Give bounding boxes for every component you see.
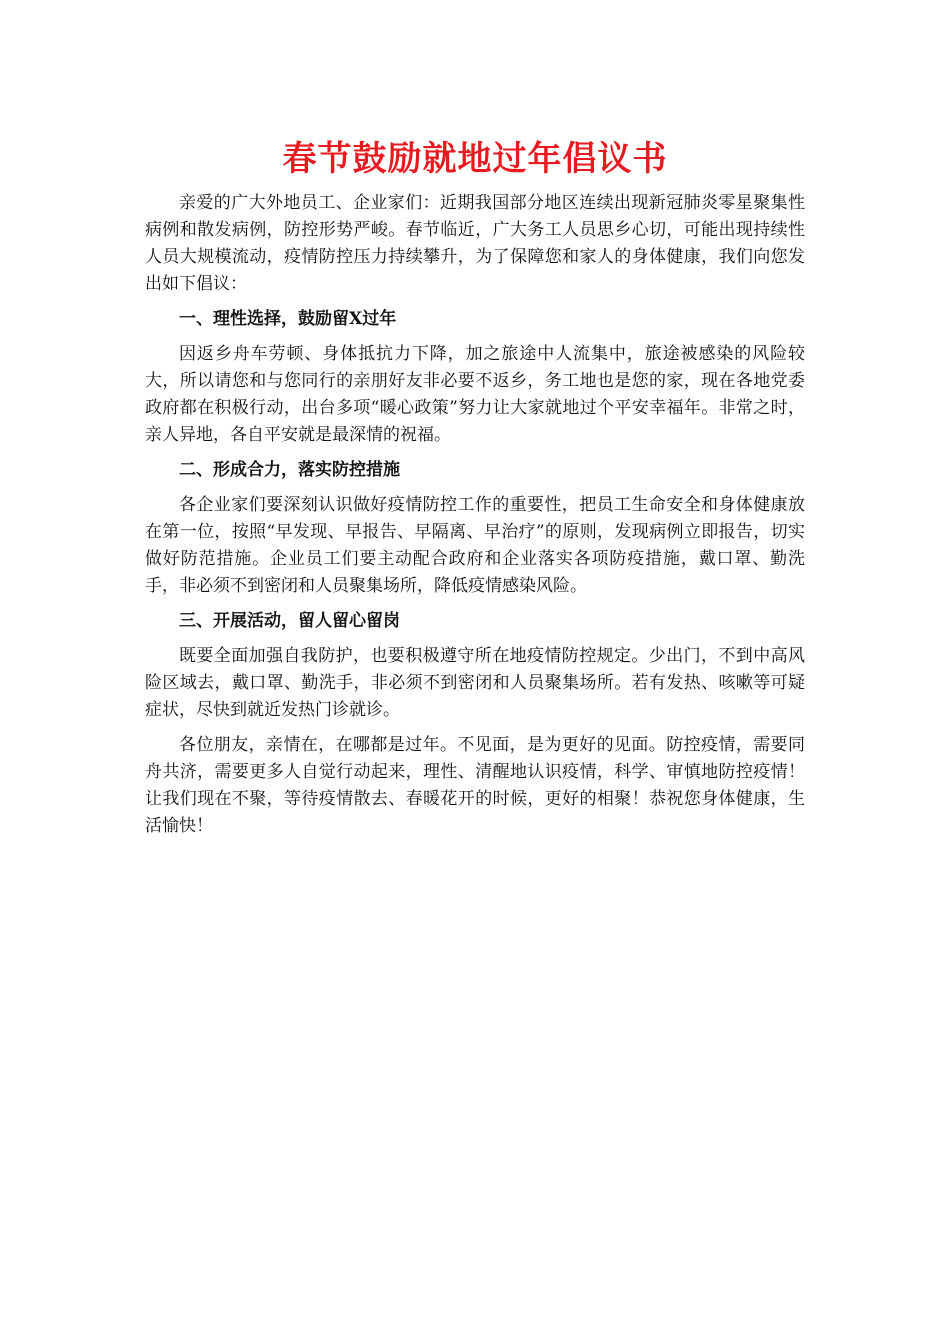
section-2-paragraph: 各企业家们要深刻认识做好疫情防控工作的重要性，把员工生命安全和身体健康放在第一位，按照“早发现、早报告、早隔离、早治疗”的原则，发现病例立即报告，切实做好防范措施。企业员工们要主动配合政府和企业落实各项防疫措施，戴口罩、勤洗手，非必须不到密闭和人员聚集场所，降低疫情感染风险。 xyxy=(145,495,805,596)
section-3-heading: 三、开展活动，留人留心留岗 xyxy=(179,611,400,631)
section-2-heading: 二、形成合力，落实防控措施 xyxy=(179,460,400,480)
section-1-heading: 一、理性选择，鼓励留X过年 xyxy=(179,309,397,329)
section-1-paragraph: 因返乡舟车劳顿、身体抵抗力下降，加之旅途中人流集中，旅途被感染的风险较大，所以请您和与您同行的亲朋好友非必要不返乡，务工地也是您的家，现在各地党委政府都在积极行动，出台多项“暖心政策”努力让大家就地过个平安幸福年。非常之时，亲人异地，各自平安就是最深情的祝福。 xyxy=(145,344,805,445)
intro-paragraph: 亲爱的广大外地员工、企业家们：近期我国部分地区连续出现新冠肺炎零星聚集性病例和散发病例，防控形势严峻。春节临近，广大务工人员思乡心切，可能出现持续性人员大规模流动，疫情防控压力持续攀升，为了保障您和家人的身体健康，我们向您发出如下倡议： xyxy=(145,193,805,294)
closing-paragraph: 各位朋友，亲情在，在哪都是过年。不见面，是为更好的见面。防控疫情，需要同舟共济，需要更多人自觉行动起来，理性、清醒地认识疫情，科学、审慎地防控疫情！让我们现在不聚，等待疫情散去、春暖花开的时候，更好的相聚！恭祝您身体健康，生活愉快！ xyxy=(145,735,805,836)
section-3-paragraph: 既要全面加强自我防护，也要积极遵守所在地疫情防控规定。少出门，不到中高风险区域去，戴口罩、勤洗手，非必须不到密闭和人员聚集场所。若有发热、咳嗽等可疑症状，尽快到就近发热门诊就诊。 xyxy=(145,646,805,720)
document-title: 春节鼓励就地过年倡议书 xyxy=(282,139,668,179)
document-body xyxy=(145,190,805,848)
